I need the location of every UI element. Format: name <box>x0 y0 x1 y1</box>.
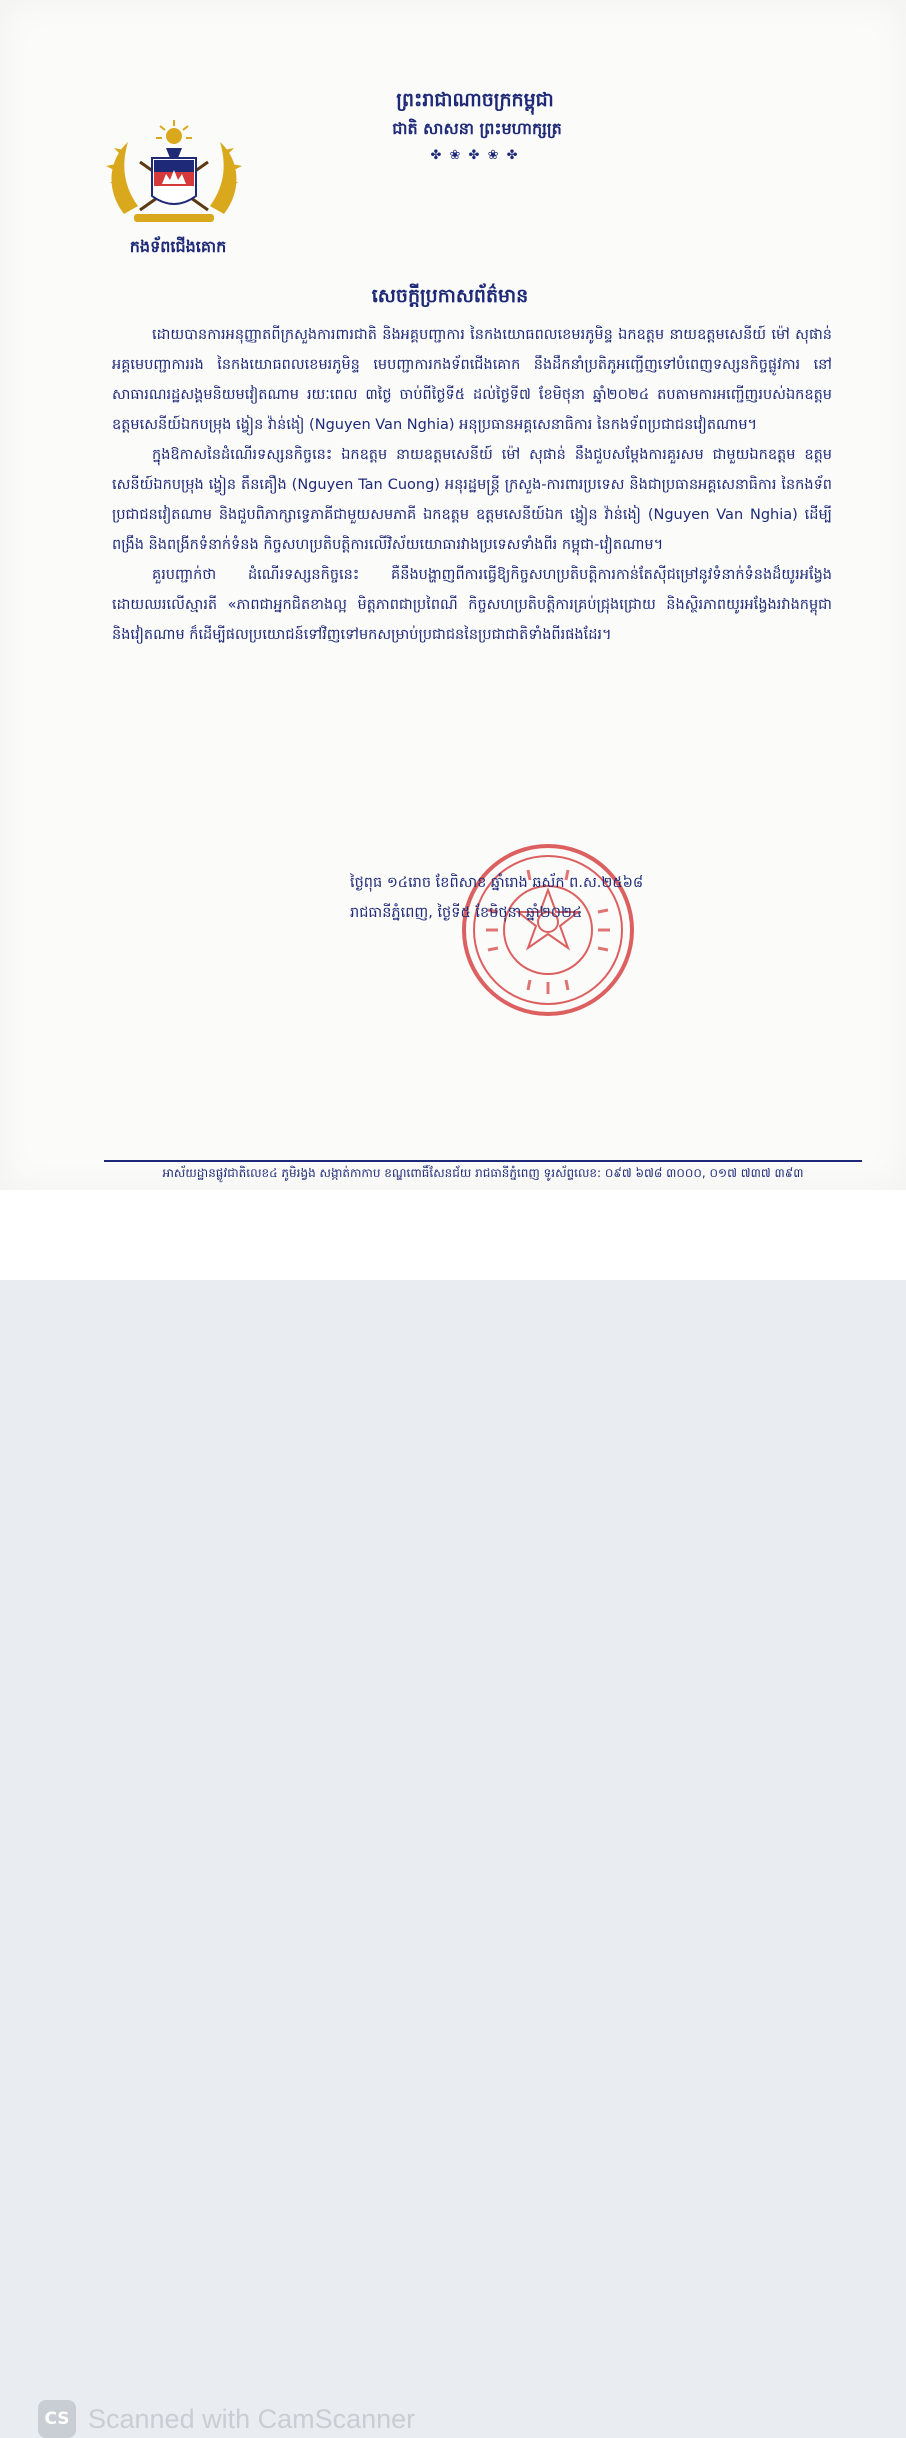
footer-divider <box>104 1160 862 1162</box>
footer-address: អាស័យដ្ឋានផ្លូវជាតិលេខ៤ ភូមិរង្វង សង្កាត់កាកាប ខណ្ឌពោធិ៍សែនជ័យ រាជធានីភ្នំពេញ ទូរស័ព្ទលេខ: ០៩៧ ៦៧៨ ៣០០០, ០១៧ ៧៣៧ ៣៩៣ <box>162 1166 804 1180</box>
paragraph: ក្នុងឱកាសនៃដំណើរទស្សនកិច្ចនេះ ឯកឧត្តម នាយឧត្តមសេនីយ៍ ម៉ៅ សុផាន់ នឹងជួបសម្តែងការគួរសម ជាមួយឯកឧត្តម ឧត្តមសេនីយ៍ឯកបម្រុង ង្វៀន តឹនគឿង (Nguyen Tan Cuong) អនុរដ្ឋមន្ត្រី ក្រសួង-ការពារប្រទេស និងជាប្រធានអគ្គសេនាធិការ នៃកងទ័ពប្រជាជនវៀតណាម និងជួបពិភាក្សាទ្វេភាគីជាមួយសមភាគី ឯកឧត្តម ឧត្តមសេនីយ៍ឯក ង្វៀន វ៉ាន់ងៀ (Nguyen Van Nghia) ដើម្បីពង្រឹង និងពង្រីកទំនាក់ទំនង កិច្ចសហប្រតិបត្តិការលើវិស័យយោធារវាងប្រទេសទាំងពីរ កម្ពុជា-វៀតណាម។ <box>112 447 832 553</box>
kingdom-heading: ព្រះរាជាណាចក្រកម្ពុជា <box>396 89 554 111</box>
solar-date: រាជធានីភ្នំពេញ, ថ្ងៃទី៥ ខែមិថុនា ឆ្នាំ២០២៤ <box>350 905 583 921</box>
national-motto: ជាតិ សាសនា ព្រះមហាក្សត្រ <box>392 119 562 138</box>
page-title: សេចក្តីប្រកាសព័ត៌មាន <box>371 285 529 307</box>
camscanner-logo-icon: CS <box>38 2400 76 2438</box>
lunar-date: ថ្ងៃពុធ ១៤រោច ខែពិសាខ ឆ្នាំរោង ឆស័ក ព.ស.២៥៦៨ <box>350 875 644 891</box>
army-emblem-icon <box>104 118 244 234</box>
press-release-body <box>112 320 832 650</box>
ornament-divider: ✤ ❀ ✤ ❀ ✤ <box>430 148 520 163</box>
scanner-footer <box>0 1190 906 2434</box>
paragraph: ដោយបានការអនុញ្ញាតពីក្រសួងការពារជាតិ និងអគ្គបញ្ជាការ នៃកងយោធពលខេមរភូមិន្ទ ឯកឧត្តម នាយឧត្តមសេនីយ៍ ម៉ៅ សុផាន់ អគ្គមេបញ្ជាការរង នៃកងយោធពលខេមរភូមិន្ទ មេបញ្ជាការកងទ័ពជើងគោក នឹងដឹកនាំប្រតិភូអញ្ជើញទៅបំពេញទស្សនកិច្ចផ្លូវការ នៅសាធារណរដ្ឋសង្គមនិយមវៀតណាម រយៈពេល ៣ថ្ងៃ ចាប់ពីថ្ងៃទី៥ ដល់ថ្ងៃទី៧ ខែមិថុនា ឆ្នាំ២០២៤ តបតាមការអញ្ជើញរបស់ឯកឧត្តម ឧត្តមសេនីយ៍ឯកបម្រុង ង្វៀន វ៉ាន់ងៀ (Nguyen Van Nghia) អនុប្រធានអគ្គសេនាធិការ នៃកងទ័ពប្រជាជនវៀតណាម។ <box>112 327 832 433</box>
unit-name: កងទ័ពជើងគោក <box>129 237 227 256</box>
document-page <box>0 0 906 1190</box>
date-block <box>350 868 790 928</box>
paragraph: គួរបញ្ជាក់ថា ដំណើរទស្សនកិច្ចនេះ គឺនឹងបង្ហាញពីការធ្វើឱ្យកិច្ចសហប្រតិបត្តិការកាន់តែស៊ីជម្រៅនូវទំនាក់ទំនងដ៏យូរអង្វែង ដោយឈរលើស្មារតី «ភាពជាអ្នកជិតខាងល្អ មិត្តភាពជាប្រពៃណី កិច្ចសហប្រតិបត្តិការគ្រប់ជ្រុងជ្រោយ និងស្ថិរភាពយូរអង្វែងរវាងកម្ពុជា និងវៀតណាម ក៏ដើម្បីផលប្រយោជន៍ទៅវិញទៅមកសម្រាប់ប្រជាជននៃប្រជាជាតិទាំងពីរផងដែរ។ <box>112 567 832 643</box>
official-seal-icon <box>458 840 638 1020</box>
camscanner-watermark: Scanned with CamScanner <box>88 2404 416 2434</box>
